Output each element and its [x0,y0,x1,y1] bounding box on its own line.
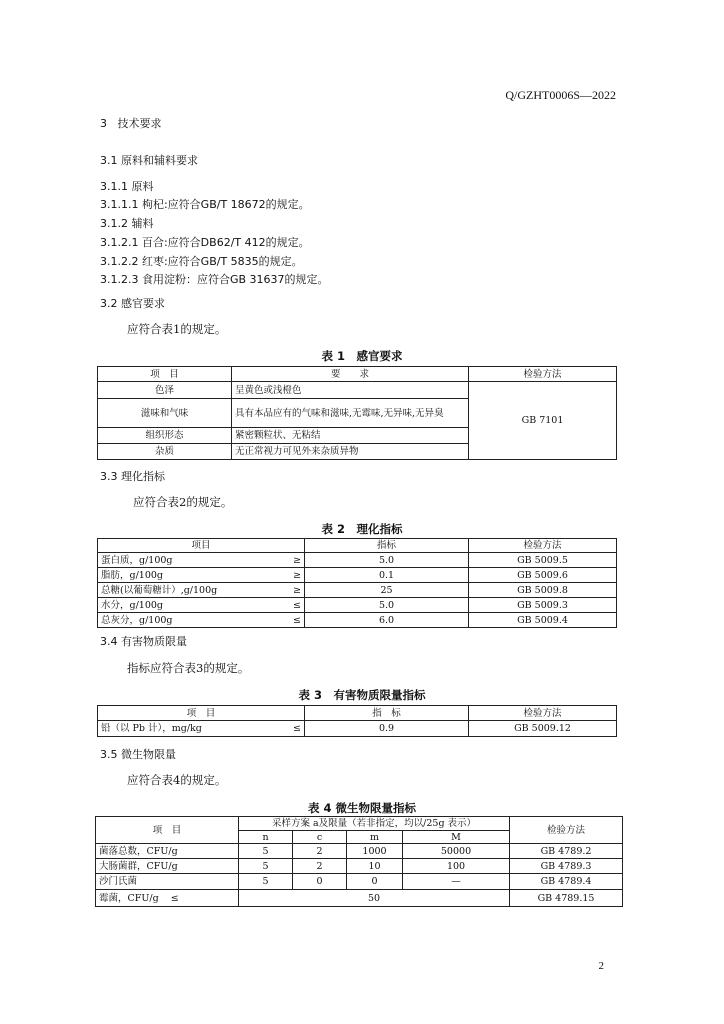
table-2-method: GB 5009.8 [469,583,617,598]
table-2-item: 蛋白质，g/100g [101,554,173,566]
table-4-item: 菌落总数，CFU/g [96,844,239,859]
section-3-1-1-1: 3.1.1.1 枸杞:应符合GB/T 18672的规定。 [100,198,310,211]
table-3-value: 0.9 [305,721,469,737]
table-2-item: 脂肪，g/100g [101,569,163,581]
table-3-header-value: 指 标 [305,706,469,721]
section-3-4-text: 指标应符合表3的规定。 [127,661,250,675]
section-3-1-2-2: 3.1.2.2 红枣:应符合GB/T 5835的规定。 [100,255,303,268]
table-row [98,721,617,737]
table-1-item: 滋味和气味 [98,399,232,428]
table-2-method: GB 5009.6 [469,568,617,583]
table-4-header-plan: 采样方案 a及限量（若非指定，均以/25g 表示） [239,817,510,831]
table-1-method: GB 7101 [469,382,617,460]
section-3-1-2-heading: 3.1.2 辅料 [100,217,154,230]
table-1-requirement: 具有本品应有的气味和滋味,无霉味,无异味,无异臭 [232,399,469,428]
table-4 [95,816,623,907]
table-4-c: 2 [293,859,347,874]
section-3-3-text: 应符合表2的规定。 [133,495,233,509]
table-2 [97,538,617,628]
table-1 [97,366,617,460]
table-3-header-item: 项 目 [98,706,305,721]
section-3-5-text: 应符合表4的规定。 [127,773,227,787]
section-3-4-heading: 3.4 有害物质限量 [100,635,187,648]
comparison-sign: ≤ [293,599,301,611]
table-3 [97,705,617,737]
comparison-sign: ≤ [293,723,301,734]
table-4-c: 0 [293,874,347,890]
table-1-item: 杂质 [98,444,232,460]
section-3-2-text: 应符合表1的规定。 [127,322,227,336]
table-4-mold-value: 50 [239,890,510,907]
table-4-method: GB 4789.3 [510,859,623,874]
comparison-sign: ≤ [293,614,301,626]
table-row [98,553,617,568]
table-1-item: 色泽 [98,382,232,399]
table-2-header-item: 项目 [98,539,305,553]
section-3-1-heading: 3.1 原料和辅料要求 [100,154,198,167]
section-3-1-1-heading: 3.1.1 原料 [100,180,154,193]
table-4-subheader-m: m [347,831,403,844]
table-2-value: 5.0 [305,598,469,613]
table-4-item: 沙门氏菌 [96,874,239,890]
table-4-caption: 表 4 微生物限量指标 [307,801,416,815]
table-3-caption: 表 3 有害物质限量指标 [298,688,426,702]
table-2-method: GB 5009.5 [469,553,617,568]
table-4-item: 霉菌，CFU/g [99,892,159,904]
section-3-1-2-3: 3.1.2.3 食用淀粉：应符合GB 31637的规定。 [100,273,329,286]
table-1-header-requirement: 要 求 [232,367,469,382]
table-2-item: 水分，g/100g [101,599,163,611]
table-row [98,598,617,613]
table-2-item: 总灰分，g/100g [101,614,173,626]
table-3-method: GB 5009.12 [469,721,617,737]
section-3-heading: 3 技术要求 [100,117,162,130]
table-4-method: GB 4789.4 [510,874,623,890]
table-1-header-item: 项 目 [98,367,232,382]
table-4-n: 5 [239,874,293,890]
table-4-M: 100 [403,859,510,874]
table-row [98,568,617,583]
section-3-5-heading: 3.5 微生物限量 [100,748,176,761]
table-2-caption: 表 2 理化指标 [321,522,403,536]
table-3-item: 铅（以 Pb 计），mg/kg [101,723,202,734]
section-3-2-heading: 3.2 感官要求 [100,297,165,310]
section-3-1-2-1: 3.1.2.1 百合:应符合DB62/T 412的规定。 [100,236,310,249]
table-2-value: 5.0 [305,553,469,568]
table-row [96,874,623,890]
table-1-requirement: 无正常视力可见外来杂质异物 [232,444,469,460]
table-2-method: GB 5009.4 [469,613,617,628]
comparison-sign: ≥ [293,554,301,566]
table-4-subheader-M: M [403,831,510,844]
table-1-caption: 表 1 感官要求 [321,349,403,363]
comparison-sign: ≥ [293,584,301,596]
table-2-header-value: 指标 [305,539,469,553]
table-row [98,613,617,628]
page-number: 2 [598,960,604,972]
table-4-method: GB 4789.15 [510,890,623,907]
table-2-value: 0.1 [305,568,469,583]
table-4-c: 2 [293,844,347,859]
table-2-header-method: 检验方法 [469,539,617,553]
comparison-sign: ≤ [170,892,179,904]
table-4-M: — [403,874,510,890]
table-4-item: 大肠菌群，CFU/g [96,859,239,874]
table-2-method: GB 5009.3 [469,598,617,613]
table-4-subheader-n: n [239,831,293,844]
table-2-value: 6.0 [305,613,469,628]
comparison-sign: ≥ [293,569,301,581]
table-3-header-method: 检验方法 [469,706,617,721]
table-4-header-item: 项 目 [96,817,239,844]
table-row [98,583,617,598]
table-row [96,859,623,874]
table-2-value: 25 [305,583,469,598]
table-row [96,890,623,907]
table-1-header-method: 检验方法 [469,367,617,382]
table-4-n: 5 [239,859,293,874]
table-1-requirement: 呈黄色或浅橙色 [232,382,469,399]
table-4-M: 50000 [403,844,510,859]
table-1-item: 组织形态 [98,428,232,444]
table-4-m: 10 [347,859,403,874]
table-4-subheader-c: c [293,831,347,844]
table-4-n: 5 [239,844,293,859]
table-2-item: 总糖(以葡萄糖计）,g/100g [101,584,218,596]
section-3-3-heading: 3.3 理化指标 [100,470,165,483]
table-1-requirement: 紧密颗粒状、无粘结 [232,428,469,444]
table-row [96,844,623,859]
table-4-m: 1000 [347,844,403,859]
table-4-header-method: 检验方法 [510,817,623,844]
table-4-method: GB 4789.2 [510,844,623,859]
document-code: Q/GZHT0006S—2022 [505,88,616,102]
table-4-m: 0 [347,874,403,890]
